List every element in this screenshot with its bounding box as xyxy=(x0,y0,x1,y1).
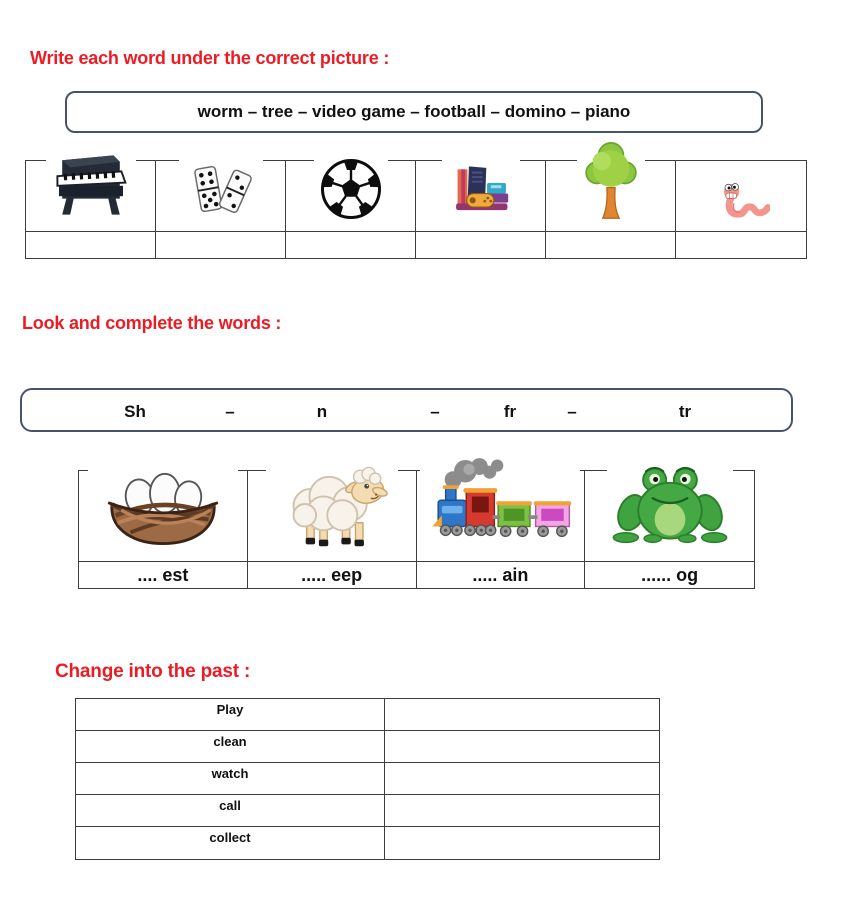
phonics-label[interactable]: .... est xyxy=(79,561,248,588)
letter-bank-item: Sh xyxy=(124,402,146,421)
letter-bank-dash: – xyxy=(225,402,235,421)
worm-image xyxy=(707,179,775,223)
letter-bank-item: fr xyxy=(503,402,517,421)
answer-cell[interactable] xyxy=(546,231,676,258)
frog-image xyxy=(607,455,733,551)
section1-title: Write each word under the correct picture : xyxy=(30,48,390,68)
picture-cell-nest xyxy=(79,471,248,561)
picture-cell-domino xyxy=(156,161,286,231)
train-image xyxy=(420,457,580,551)
domino-image xyxy=(179,160,263,221)
picture-cell-football xyxy=(286,161,416,231)
past-answer-cell[interactable] xyxy=(385,731,659,763)
video-game-image xyxy=(442,160,520,221)
letter-bank-item: n xyxy=(316,402,328,421)
phonics-label[interactable]: ..... eep xyxy=(248,561,417,588)
answer-cell[interactable] xyxy=(26,231,156,258)
picture-table xyxy=(25,160,807,259)
picture-cell-video-game xyxy=(416,161,546,231)
past-tense-table xyxy=(75,698,660,860)
tree-image xyxy=(577,141,645,221)
past-answer-cell[interactable] xyxy=(385,827,659,859)
picture-cell-frog xyxy=(585,471,754,561)
answer-cell[interactable] xyxy=(676,231,806,258)
phonics-label[interactable]: ...... og xyxy=(585,561,754,588)
verb-cell: call xyxy=(76,795,385,827)
verb-cell: Play xyxy=(76,699,385,731)
phonics-table xyxy=(78,470,755,589)
section2-title: Look and complete the words : xyxy=(22,313,282,333)
past-answer-cell[interactable] xyxy=(385,795,659,827)
past-answer-cell[interactable] xyxy=(385,699,659,731)
picture-cell-piano xyxy=(26,161,156,231)
verb-cell: collect xyxy=(76,827,385,859)
phonics-label[interactable]: ..... ain xyxy=(417,561,586,588)
piano-image xyxy=(46,149,136,221)
letter-bank-dash: – xyxy=(567,402,577,421)
answer-cell[interactable] xyxy=(416,231,546,258)
football-image xyxy=(314,157,388,221)
word-bank-box xyxy=(65,91,763,133)
picture-cell-tree xyxy=(546,161,676,231)
picture-cell-train xyxy=(417,471,586,561)
past-answer-cell[interactable] xyxy=(385,763,659,795)
letter-bank-dash: – xyxy=(430,402,440,421)
answer-cell[interactable] xyxy=(286,231,416,258)
verb-cell: watch xyxy=(76,763,385,795)
verb-cell: clean xyxy=(76,731,385,763)
word-bank-text: worm – tree – video game – football – domino – piano xyxy=(197,102,631,121)
letter-bank-item: tr xyxy=(678,402,692,421)
answer-cell[interactable] xyxy=(156,231,286,258)
letter-bank-box xyxy=(20,388,793,432)
sheep-image xyxy=(266,457,398,551)
section3-title: Change into the past : xyxy=(55,661,251,682)
picture-cell-worm xyxy=(676,161,806,231)
nest-image xyxy=(88,458,238,551)
picture-cell-sheep xyxy=(248,471,417,561)
